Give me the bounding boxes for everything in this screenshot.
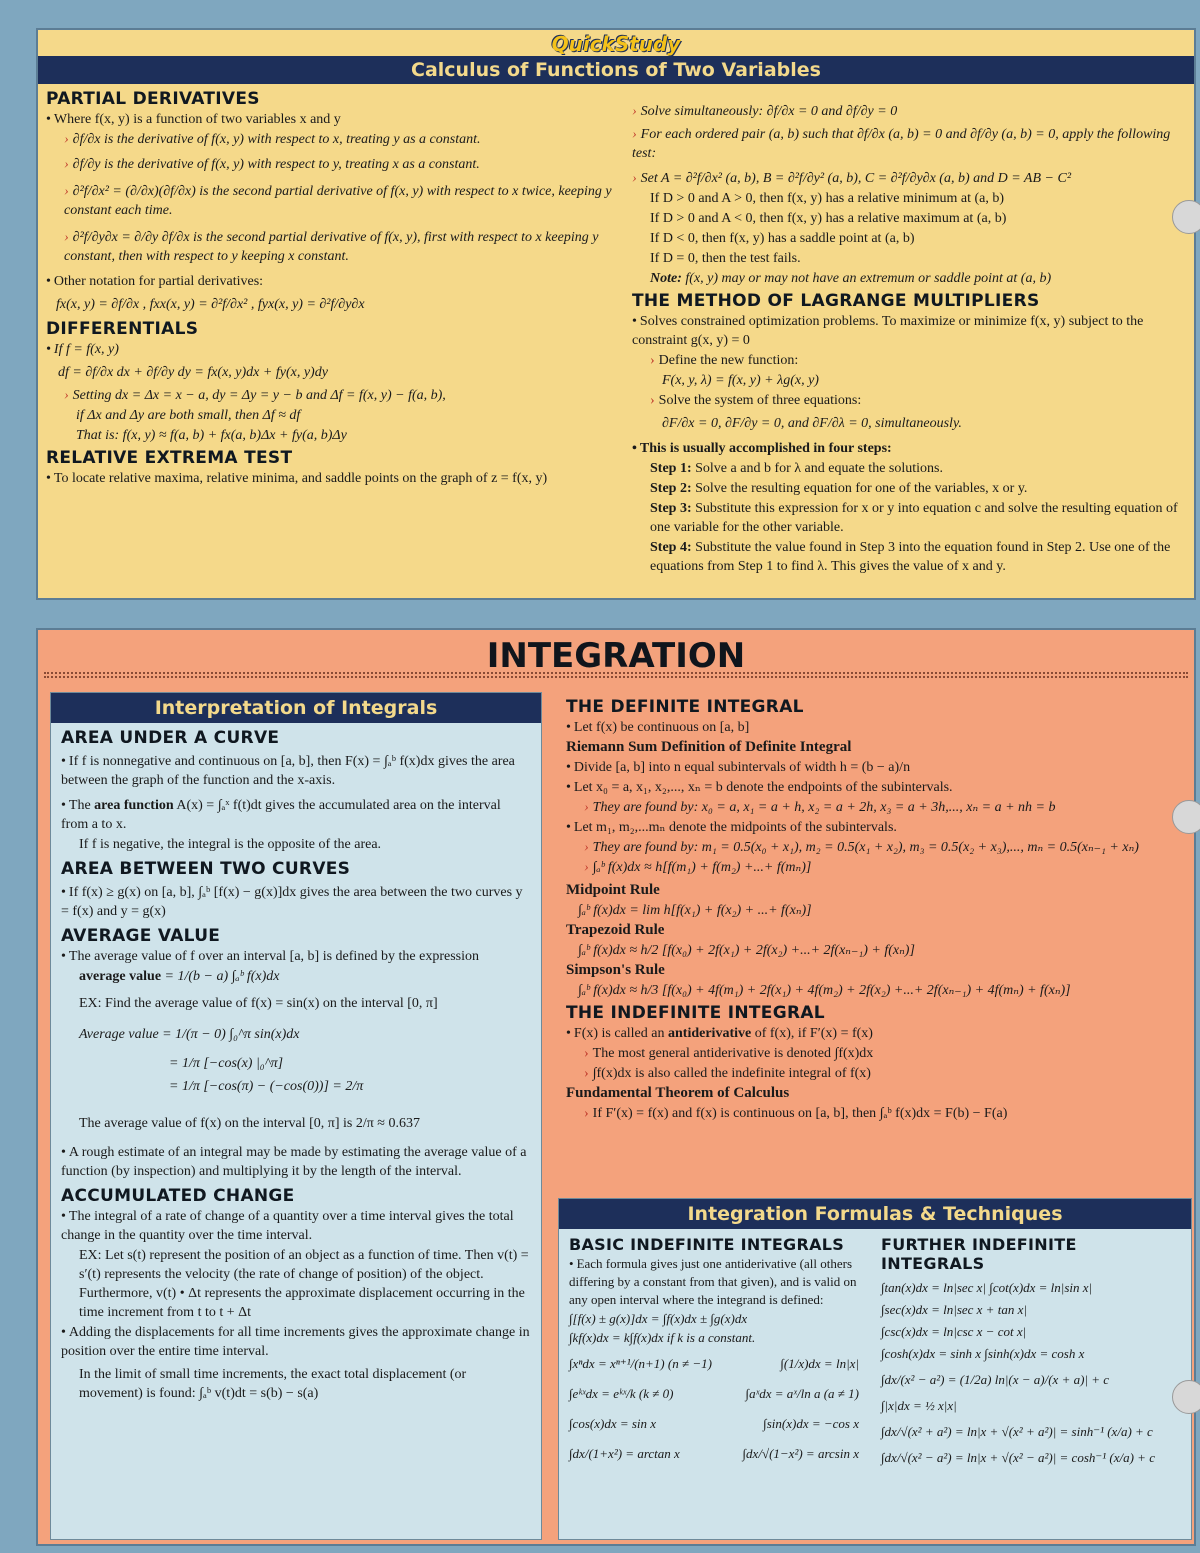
area-line-1: • If f is nonnegative and continuous on [a, b], then F(x) = ∫ₐᵇ f(x)dx gives the area between the graph of the function and the x-axis. xyxy=(61,752,531,790)
further-1: ∫tan(x)dx = ln|sec x| ∫cot(x)dx = ln|sin x| xyxy=(881,1280,1093,1295)
further-integrals xyxy=(881,1233,1181,1468)
extrema-set: › Set A = ∂²f/∂x² (a, b), B = ∂²f/∂y² (a, b), C = ∂²f/∂y∂x (a, b) and D = AB − C² xyxy=(632,171,1072,186)
avg-example-3: = 1/π [−cos(π) − (−cos(0))] = 2/π xyxy=(169,1079,364,1094)
extrema-case-1: If D > 0 and A > 0, then f(x, y) has a relative minimum at (a, b) xyxy=(650,191,1005,206)
lagrange-solve: › Solve the system of three equations: xyxy=(650,393,862,408)
interpretation-head: Interpretation of Integrals xyxy=(51,693,541,723)
binder-hole xyxy=(1172,1380,1200,1414)
riemann-1: • Divide [a, b] into n equal subintervals of width h = (b − a)/n xyxy=(566,758,1190,777)
further-5: ∫dx/(x² − a²) = (1/2a) ln|(x − a)/(x + a)| + c xyxy=(881,1372,1110,1387)
partial-intro: • Where f(x, y) is a function of two variables x and y xyxy=(46,110,616,129)
extrema-note: Note: f(x, y) may or may not have an extremum or saddle point at (a, b) xyxy=(650,271,1052,286)
acc-line-1: • The integral of a rate of change of a quantity over a time interval gives the total change in the quantity over the time interval. xyxy=(61,1207,531,1245)
differentials-heading: DIFFERENTIALS xyxy=(46,319,199,339)
riemann-3: › They are found by: x₀ = a, x₁ = a + h, x₂ = a + 2h, x₃ = a + 3h,..., xₙ = a + nh = b xyxy=(584,800,1056,815)
avg-example-2: = 1/π [−cos(x) |₀^π] xyxy=(169,1056,284,1071)
basic-2: ∫kf(x)dx = k∫f(x)dx if k is a constant. xyxy=(569,1330,756,1345)
lagrange-step-4: Step 4: Substitute the value found in Step 3 into the equation found in Step 2. Use one of the equations from Step 1 to find λ. This gives the value of x and y. xyxy=(650,540,1171,574)
binder-hole xyxy=(1172,800,1200,834)
acc-line-4: In the limit of small time increments, the exact total displacement (or movement) is found: ∫ₐᵇ v(t)dt = s(b) − s(a) xyxy=(79,1367,467,1401)
definite-column xyxy=(566,696,1190,1124)
simpson-label: Simpson's Rule xyxy=(566,962,665,978)
simpson-formula: ∫ₐᵇ f(x)dx ≈ h/3 [f(x₀) + 4f(m₁) + 2f(x₁) + 4f(m₂) + 2f(x₂) +...+ 2f(xₙ₋₁) + 4f(mₙ) + f(xₙ)] xyxy=(578,983,1071,998)
further-7: ∫dx/√(x² + a²) = ln|x + √(x² + a²)| = sinh⁻¹ (x/a) + c xyxy=(881,1424,1153,1439)
acc-line-2: EX: Let s(t) represent the position of an object as a function of time. Then v(t) = s′(t) represents the velocity (the rate of change of position) of the object. Furthermore, v(t) • Δt represents the approximate displacement occurring in the time increment from t to t + Δt xyxy=(79,1248,529,1320)
avg-example: EX: Find the average value of f(x) = sin(x) on the interval [0, π] xyxy=(79,996,438,1011)
lagrange-eqs: ∂F/∂x = 0, ∂F/∂y = 0, and ∂F/∂λ = 0, simultaneously. xyxy=(662,416,962,431)
integration-panel xyxy=(36,628,1196,1546)
diff-line-4: if Δx and Δy are both small, then Δf ≈ df xyxy=(76,408,301,423)
left-column xyxy=(46,88,616,489)
basic-pair-3: ∫cos(x)dx = sin x ∫sin(x)dx = −cos x xyxy=(569,1416,859,1431)
between-heading: AREA BETWEEN TWO CURVES xyxy=(61,859,351,879)
midpoint-formula: ∫ₐᵇ f(x)dx = lim h[f(x₁) + f(x₂) + ...+ f(xₙ)] xyxy=(578,903,812,918)
ftc-heading: Fundamental Theorem of Calculus xyxy=(566,1085,790,1101)
lagrange-step-1: Step 1: Solve a and b for λ and equate the solutions. xyxy=(650,461,943,476)
divider xyxy=(44,672,1188,678)
other-notation-label: • Other notation for partial derivatives: xyxy=(46,272,616,291)
midpoint-label: Midpoint Rule xyxy=(566,882,660,898)
between-line-1: • If f(x) ≥ g(x) on [a, b], ∫ₐᵇ [f(x) − g(x)]dx gives the area between the two curves y = f(x) and y = g(x) xyxy=(61,883,531,921)
formulas-head: Integration Formulas & Techniques xyxy=(559,1199,1191,1229)
diff-line-1: • If f = f(x, y) xyxy=(46,340,616,359)
extrema-heading: RELATIVE EXTREMA TEST xyxy=(46,448,293,468)
indefinite-line-2: › The most general antiderivative is denoted ∫f(x)dx xyxy=(584,1046,874,1061)
other-notation-formula: fx(x, y) = ∂f/∂x , fxx(x, y) = ∂²f/∂x² , fyx(x, y) = ∂²f/∂y∂x xyxy=(56,297,365,312)
acc-heading: ACCUMULATED CHANGE xyxy=(61,1186,295,1206)
basic-pair-4: ∫dx/(1+x²) = arctan x ∫dx/√(1−x²) = arcsin x xyxy=(569,1446,859,1461)
avg-example-4: The average value of f(x) on the interval [0, π] is 2/π ≈ 0.637 xyxy=(79,1116,420,1131)
lagrange-step-3: Step 3: Substitute this expression for x or y into equation c and solve the resulting equation of one variable for the other variable. xyxy=(650,501,1178,535)
lagrange-heading: THE METHOD OF LAGRANGE MULTIPLIERS xyxy=(632,291,1040,311)
basic-heading: BASIC INDEFINITE INTEGRALS xyxy=(569,1235,845,1254)
area-line-3: If f is negative, the integral is the opposite of the area. xyxy=(79,837,382,852)
further-2: ∫sec(x)dx = ln|sec x + tan x| xyxy=(881,1302,1027,1317)
extrema-case-3: If D < 0, then f(x, y) has a saddle point at (a, b) xyxy=(650,231,915,246)
top-panel xyxy=(36,28,1196,600)
extrema-pair: › For each ordered pair (a, b) such that ∂f/∂x (a, b) = 0 and ∂f/∂y (a, b) = 0, apply the following test: xyxy=(632,127,1171,161)
further-heading: FURTHER INDEFINITE INTEGRALS xyxy=(881,1235,1077,1273)
rough-estimate: • A rough estimate of an integral may be made by estimating the average value of a function (by inspection) and multiplying it by the length of the interval. xyxy=(61,1143,531,1181)
riemann-4: • Let m₁, m₂,...mₙ denote the midpoints of the subintervals. xyxy=(566,818,1190,837)
lagrange-step-2: Step 2: Solve the resulting equation for one of the variables, x or y. xyxy=(650,481,1028,496)
further-8: ∫dx/√(x² − a²) = ln|x + √(x² − a²)| = cosh⁻¹ (x/a) + c xyxy=(881,1450,1155,1465)
diff-line-3: › Setting dx = Δx = x − a, dy = Δy = y − b and Δf = f(x, y) − f(a, b), xyxy=(64,388,446,403)
formulas-box xyxy=(558,1198,1192,1540)
extrema-case-2: If D > 0 and A < 0, then f(x, y) has a relative maximum at (a, b) xyxy=(650,211,1007,226)
extrema-line-1: • To locate relative maxima, relative minima, and saddle points on the graph of z = f(x, y) xyxy=(46,469,616,488)
acc-line-3: • Adding the displacements for all time increments gives the approximate change in position over the entire time interval. xyxy=(61,1323,531,1361)
right-column xyxy=(632,102,1188,577)
avg-line-2: average value = 1/(b − a) ∫ₐᵇ f(x)dx xyxy=(79,969,280,984)
lagrange-steps-intro: • This is usually accomplished in four steps: xyxy=(632,439,1188,458)
partial-item-1: › ∂f/∂x is the derivative of f(x, y) with respect to x, treating y as a constant. xyxy=(64,132,481,147)
lagrange-define: › Define the new function: xyxy=(650,353,799,368)
indefinite-heading: THE INDEFINITE INTEGRAL xyxy=(566,1003,825,1023)
page-title: Calculus of Functions of Two Variables xyxy=(38,56,1194,84)
partial-item-4: › ∂²f/∂y∂x = ∂/∂y ∂f/∂x is the second partial derivative of f(x, y), first with respect to x keeping y constant, then with respect to y keeping x constant. xyxy=(64,230,599,264)
definite-line-1: • Let f(x) be continuous on [a, b] xyxy=(566,718,1190,737)
further-3: ∫csc(x)dx = ln|csc x − cot x| xyxy=(881,1324,1027,1339)
avg-heading: AVERAGE VALUE xyxy=(61,926,221,946)
basic-1: ∫[f(x) ± g(x)]dx = ∫f(x)dx ± ∫g(x)dx xyxy=(569,1311,748,1326)
basic-pair-2: ∫eᵏˣdx = eᵏˣ/k (k ≠ 0) ∫aˣdx = aˣ/ln a (a ≠ 1) xyxy=(569,1386,859,1401)
trapezoid-formula: ∫ₐᵇ f(x)dx ≈ h/2 [f(x₀) + 2f(x₁) + 2f(x₂) +...+ 2f(xₙ₋₁) + f(xₙ)] xyxy=(578,943,915,958)
indefinite-line-1: • F(x) is called an antiderivative of f(x), if F′(x) = f(x) xyxy=(566,1024,1190,1043)
partial-item-2: › ∂f/∂y is the derivative of f(x, y) with respect to y, treating x as a constant. xyxy=(64,157,480,172)
area-line-2: • The area function A(x) = ∫ₐˣ f(t)dt gives the accumulated area on the interval from a to x. xyxy=(61,796,531,834)
brand-logo: QuickStudy xyxy=(551,32,681,56)
partial-item-3: › ∂²f/∂x² = (∂/∂x)(∂f/∂x) is the second partial derivative of f(x, y) with respect to x twice, keeping y constant each time. xyxy=(64,184,612,218)
riemann-5: › They are found by: m₁ = 0.5(x₀ + x₁), m₂ = 0.5(x₁ + x₂), m₃ = 0.5(x₂ + x₃),..., mₙ = 0.5(xₙ₋₁ + xₙ) xyxy=(584,840,1139,855)
trapezoid-label: Trapezoid Rule xyxy=(566,922,665,938)
basic-integrals xyxy=(569,1233,869,1468)
area-heading: AREA UNDER A CURVE xyxy=(61,728,280,748)
diff-line-2: df = ∂f/∂x dx + ∂f/∂y dy = fx(x, y)dx + fy(x, y)dy xyxy=(58,365,328,380)
avg-example-1: Average value = 1/(π − 0) ∫₀^π sin(x)dx xyxy=(79,1027,300,1042)
diff-line-5: That is: f(x, y) ≈ f(a, b) + fx(a, b)Δx + fy(a, b)Δy xyxy=(76,428,347,443)
partial-heading: PARTIAL DERIVATIVES xyxy=(46,89,260,109)
avg-line-1: • The average value of f over an interval [a, b] is defined by the expression xyxy=(61,947,531,966)
further-4: ∫cosh(x)dx = sinh x ∫sinh(x)dx = cosh x xyxy=(881,1346,1085,1361)
ftc-line-1: › If F′(x) = f(x) and f(x) is continuous on [a, b], then ∫ₐᵇ f(x)dx = F(b) − F(a) xyxy=(584,1106,1008,1121)
interpretation-box xyxy=(50,692,542,1540)
integration-title: INTEGRATION xyxy=(486,636,746,676)
lagrange-func: F(x, y, λ) = f(x, y) + λg(x, y) xyxy=(662,373,819,388)
definite-heading: THE DEFINITE INTEGRAL xyxy=(566,697,804,717)
indefinite-line-3: › ∫f(x)dx is also called the indefinite integral of f(x) xyxy=(584,1066,871,1081)
basic-intro: • Each formula gives just one antiderivative (all others differing by a constant from that given), and is valid on any open interval where the integrand is defined: xyxy=(569,1255,869,1309)
extrema-case-4: If D = 0, then the test fails. xyxy=(650,251,801,266)
lagrange-line-1: • Solves constrained optimization problems. To maximize or minimize f(x, y) subject to the constraint g(x, y) = 0 xyxy=(632,312,1188,350)
riemann-heading: Riemann Sum Definition of Definite Integral xyxy=(566,739,852,755)
basic-pair-1: ∫xⁿdx = xⁿ⁺¹/(n+1) (n ≠ −1) ∫(1/x)dx = ln|x| xyxy=(569,1356,859,1371)
binder-hole xyxy=(1172,200,1200,234)
further-6: ∫|x|dx = ½ x|x| xyxy=(881,1398,957,1413)
extrema-solve: › Solve simultaneously: ∂f/∂x = 0 and ∂f/∂y = 0 xyxy=(632,104,898,119)
riemann-6: › ∫ₐᵇ f(x)dx ≈ h[f(m₁) + f(m₂) +...+ f(mₙ)] xyxy=(584,860,812,875)
riemann-2: • Let x₀ = a, x₁, x₂,..., xₙ = b denote the endpoints of the subintervals. xyxy=(566,778,1190,797)
